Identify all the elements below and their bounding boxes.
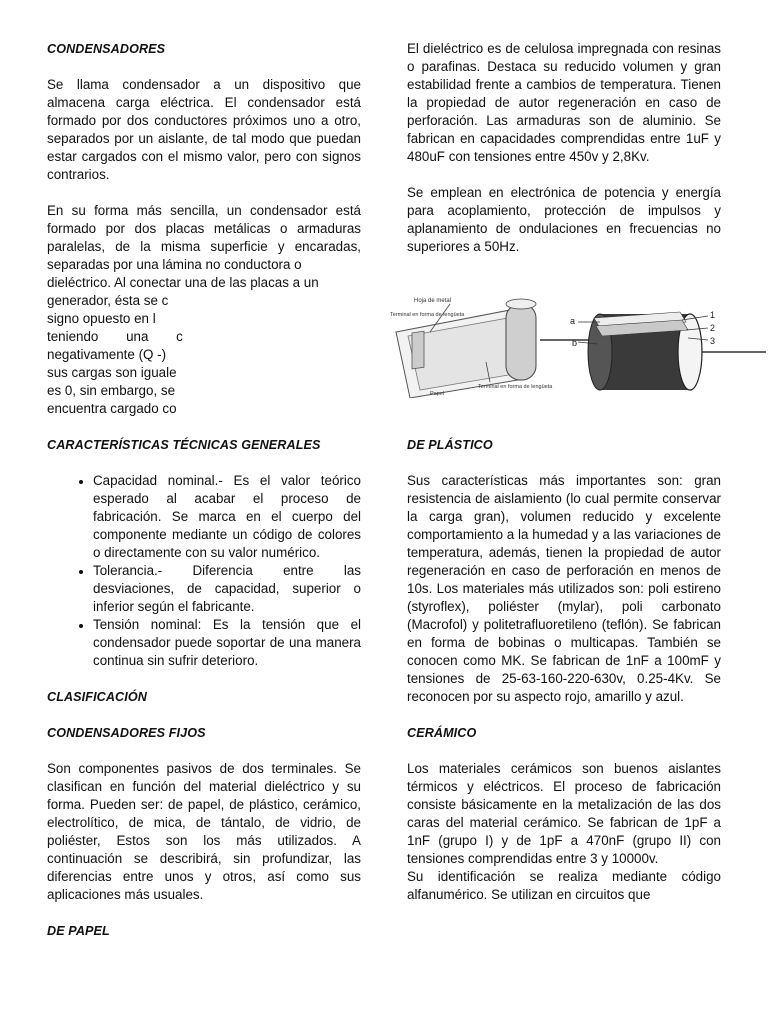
- paragraph-definition: Se llama condensador a un dispositivo que almacena carga eléctrica. El condensador está formado por dos conductores próximos uno a otro, separados por un aislante, de tal modo que puedan estar cargados con el mismo valor, pero con signos contrarios.: [47, 77, 361, 182]
- cut-line-3: teniendo una c: [47, 329, 183, 344]
- capacitor-diagram: [390, 292, 768, 398]
- paragraph-paper-uses: Se emplean en electrónica de potencia y energía para acoplamiento, protección de impulsos y aplanamiento de ondulaciones en frecuencias no superiores a 50Hz.: [407, 185, 721, 254]
- figure-label-b: b: [572, 338, 578, 348]
- paragraph-fixed-capacitors: Son componentes pasivos de dos terminales. Se clasifican en función del material dieléctrico y su forma. Pueden ser: de papel, de plástico, cerámico, electrolítico, de mica, de tántalo, de vidrio, de poliéster, Estos son los más utilizados. A continuación se describirá, sin profundizar, las diferencias entre unos y otros, así como sus aplicaciones más usuales.: [47, 761, 361, 902]
- figure-label-1: 1: [710, 310, 716, 320]
- cut-line-7: encuentra cargado co: [47, 401, 177, 416]
- right-column: [407, 40, 721, 256]
- cut-line-5: sus cargas son iguale: [47, 365, 177, 380]
- paragraph-ceramic-identification: Su identificación se realiza mediante código alfanumérico. Se utilizan en circuitos que: [407, 869, 721, 902]
- paragraph-simple-form-top: En su forma más sencilla, un condensador está formado por dos placas metálicas o armaduras paralelas, de la misma superficie y encaradas, separadas por una lámina no conductora o: [47, 203, 361, 272]
- paper-capacitor-drawing: [390, 298, 553, 398]
- wound-capacitor-drawing: [540, 310, 766, 390]
- characteristics-list: [47, 472, 361, 670]
- paragraph-simple-form: [47, 202, 361, 418]
- figure-label-terminal2: Terminal en forma de lengüeta: [478, 384, 553, 390]
- figure-label-terminal1: Terminal en forma de lengüeta: [390, 312, 465, 318]
- cut-line-6: es 0, sin embargo, se: [47, 383, 176, 398]
- paragraph-paper-dielectric: El dieléctrico es de celulosa impregnada con resinas o parafinas. Destaca su reducido volumen y gran estabilidad frente a cambios de temperatura. Tienen la propiedad de autor regeneración en caso de perforación. Las armaduras son de aluminio. Se fabrican en capacidades comprendidas entre 1uF y 480uF con tensiones entre 450v y 2,8Kv.: [407, 41, 721, 164]
- heading-de-plastico: DE PLÁSTICO: [407, 438, 493, 452]
- list-item: • Tolerancia.- Diferencia entre las desviaciones, de capacidad, superior o inferior según el fabricante.: [93, 562, 361, 616]
- cut-line-4: negativamente (Q -): [47, 347, 167, 362]
- figure-label-top: Hoja de metal: [414, 298, 452, 304]
- list-item: • Capacidad nominal.- Es el valor teórico esperado al acabar el proceso de fabricación. Se marca en el cuerpo del componente mediante un código de colores o directamente con su valor numérico.: [93, 472, 361, 562]
- cut-line-2: signo opuesto en l: [47, 311, 156, 326]
- right-column-lower: [407, 436, 721, 904]
- list-item: • Tensión nominal: Es la tensión que el condensador puede soportar de una manera continua sin sufrir deterioro.: [93, 616, 361, 670]
- paragraph-ceramic: Los materiales cerámicos son buenos aislantes térmicos y eléctricos. El proceso de fabricación consiste básicamente en la metalización de las dos caras del material cerámico. Se fabrican de 1pF a 1nF (grupo I) y de 1pF a 470nF (grupo II) con tensiones comprendidas entre 3 y 10000v.: [407, 761, 721, 866]
- heading-caracteristicas: CARACTERÍSTICAS TÉCNICAS GENERALES: [47, 438, 321, 452]
- heading-clasificacion: CLASIFICACIÓN: [47, 690, 147, 704]
- capacitor-construction-figure: [390, 292, 768, 398]
- paragraph-simple-form-line: dieléctrico. Al conectar una de las placas a un: [47, 275, 319, 290]
- left-column: [47, 40, 361, 940]
- heading-condensadores-fijos: CONDENSADORES FIJOS: [47, 726, 206, 740]
- figure-label-3: 3: [710, 336, 716, 346]
- heading-de-papel: DE PAPEL: [47, 924, 110, 938]
- paragraph-plastic: Sus características más importantes son: gran resistencia de aislamiento (lo cual permite conservar la carga gran), volumen reducido y excelente comportamiento a la humedad y a las variaciones de temperatura, además, tienen la propiedad de autor regeneración en caso de perforación en menos de 10s. Los materiales más utilizados son: poli estireno (styroflex), poliéster (mylar), poli carbonato (Macrofol) y politetrafluoretileno (teflón). Se fabrican en forma de bobinas o multicapas. También se conocen como MK. Se fabrican de 1nF a 100mF y tensiones de 25-63-160-220-630v, 0.25-4Kv. Se reconocen por su aspecto rojo, amarillo y azul.: [407, 473, 721, 704]
- figure-label-a: a: [570, 316, 576, 326]
- heading-ceramico: CERÁMICO: [407, 726, 477, 740]
- heading-condensadores: CONDENSADORES: [47, 42, 166, 56]
- figure-label-paper: Papel: [430, 391, 445, 397]
- cut-line-1: generador, ésta se c: [47, 293, 169, 308]
- figure-label-2: 2: [710, 323, 716, 333]
